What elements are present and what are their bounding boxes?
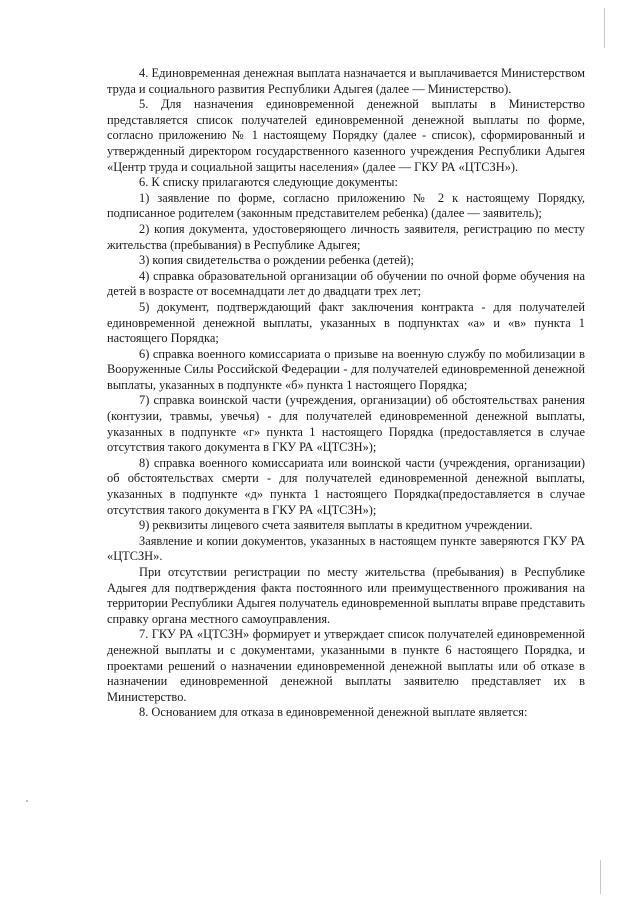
certification-note: Заявление и копии документов, указанных в настоящем пункте заверяются ГКУ РА «ЦТСЗН».	[107, 533, 585, 564]
scan-speck	[26, 800, 28, 802]
list-item-4: 4) справка образовательной организации об обучении по очной форме обучения на детей в возрасте от восемнадцати лет до двадцати трех лет;	[107, 268, 585, 299]
list-item-8: 8) справка военного комиссариата или воинской части (учреждения, организации) об обстоятельствах смерти - для получателей единовременной денежной выплаты, указанных в подпункте «д» пункта 1 настоящего Порядка(предоставляется в случае отсутствия такого документа в ГКУ РА «ЦТСЗН»);	[107, 455, 585, 517]
paragraph-8: 8. Основанием для отказа в единовременной денежной выплате является:	[139, 705, 528, 720]
list-item-5: 5) документ, подтверждающий факт заключения контракта - для получателей единовременной денежной выплаты, указанных в подпунктах «а» и «в» пункта 1 настоящего Порядка;	[107, 299, 585, 346]
scan-edge-mark-bottom	[600, 860, 601, 894]
document-page	[107, 66, 585, 721]
list-item-3: 3) копия свидетельства о рождении ребенка (детей);	[139, 253, 414, 268]
paragraph-5: 5. Для назначения единовременной денежной выплаты в Министерство представляется список получателей единовременной денежной выплаты по форме, согласно приложению № 1 настоящему Порядку (далее - список), сформированный и утвержденный директором государственного казенного учреждения Республики Адыгея «Центр труда и социальной защиты населения» (далее — ГКУ РА «ЦТСЗН»).	[107, 97, 585, 174]
list-item-6: 6) справка военного комиссариата о призыве на военную службу по мобилизации в Вооруженные Силы Российской Федерации - для получателей единовременной денежной выплаты, указанных в подпункте «б» пункта 1 настоящего Порядка;	[107, 346, 585, 392]
list-item-2: 2) копия документа, удостоверяющего личность заявителя, регистрацию по месту жительства (пребывания) в Республике Адыгея;	[107, 221, 585, 252]
scan-edge-mark-top	[604, 8, 605, 48]
residency-note: При отсутствии регистрации по месту жительства (пребывания) в Республике Адыгея для подтверждения факта постоянного или преимущественного проживания на территории Республики Адыгея получатель единовременной выплаты вправе представить справку органа местного самоуправления.	[107, 565, 585, 626]
list-item-1: 1) заявление по форме, согласно приложению № 2 к настоящему Порядку, подписанное родителем (законным представителем ребенка) (далее — заявитель);	[107, 190, 585, 221]
list-item-7: 7) справка воинской части (учреждения, организации) об обстоятельствах ранения (контузии, травмы, увечья) - для получателей единовременной денежной выплаты, указанных в подпункте «г» пункта 1 настоящего Порядка (предоставляется в случае отсутствия такого документа в ГКУ РА «ЦТСЗН»);	[107, 393, 585, 455]
paragraph-6-heading: 6. К списку прилагаются следующие документы:	[139, 175, 398, 190]
paragraph-4: 4. Единовременная денежная выплата назначается и выплачивается Министерством труда и социального развития Республики Адыгея (далее — Министерство).	[107, 66, 585, 96]
list-item-9: 9) реквизиты лицевого счета заявителя выплаты в кредитном учреждении.	[139, 518, 533, 533]
paragraph-7: 7. ГКУ РА «ЦТСЗН» формирует и утверждает список получателей единовременной денежной выплаты и с документами, указанными в пункте 6 настоящего Порядка, и проектами решений о назначении единовременной денежной выплаты или об отказе в назначении единовременной денежной выплаты заявителю представляет их в Министерство.	[107, 627, 585, 704]
